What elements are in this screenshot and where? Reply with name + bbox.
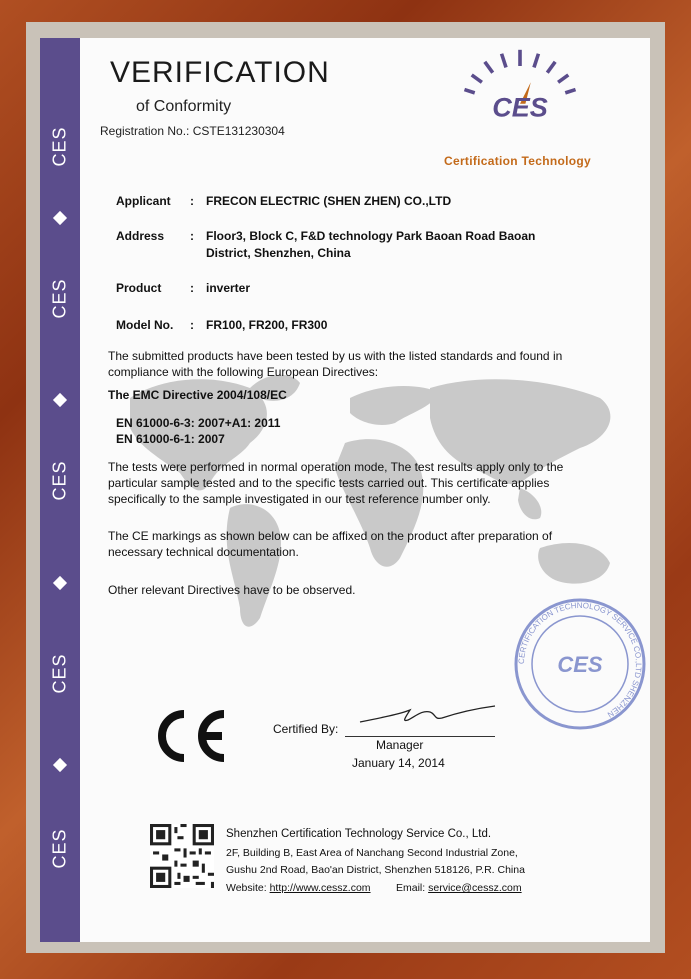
applicant-label: Applicant (116, 194, 171, 208)
tests-line-3: specifically to the sample investigated in our test reference number only. (108, 492, 491, 506)
certificate-paper (40, 38, 650, 942)
footer-company: Shenzhen Certification Technology Service Co., Ltd. (226, 828, 492, 840)
footer-email-row (396, 882, 522, 894)
certified-by-label: Certified By: (273, 722, 339, 736)
address-line-2: District, Shenzhen, China (206, 246, 351, 260)
tests-line-1: The tests were performed in normal operation mode, The test results apply only to the (108, 460, 564, 474)
page-title: VERIFICATION (110, 56, 330, 89)
ces-logo (440, 48, 600, 138)
footer-address-2: Gushu 2nd Road, Bao'an District, Shenzhen 518126, P.R. China (226, 864, 525, 876)
product-label: Product (116, 281, 162, 295)
diamond-icon (53, 758, 67, 772)
side-label: CES (49, 460, 70, 501)
signature-line (345, 736, 495, 737)
page-subtitle: of Conformity (136, 98, 232, 115)
side-label: CES (49, 278, 70, 319)
product-value: inverter (206, 281, 251, 295)
certification-date: January 14, 2014 (352, 756, 445, 770)
signature (350, 700, 500, 730)
model-value: FR100, FR200, FR300 (206, 318, 328, 332)
logo-tagline: Certification Technology (444, 154, 591, 168)
intro-line-1: The submitted products have been tested by us with the listed standards and found in (108, 349, 563, 363)
email-link[interactable]: service@cessz.com (428, 882, 522, 894)
diamond-icon (53, 393, 67, 407)
standard-1: EN 61000-6-3: 2007+A1: 2011 (116, 416, 281, 430)
side-label: CES (49, 126, 70, 167)
product-colon: : (190, 281, 194, 295)
email-label: Email: (396, 882, 426, 894)
side-band (40, 38, 80, 942)
ce-line-1: The CE markings as shown below can be affixed on the product after preparation of (108, 529, 553, 543)
applicant-value: FRECON ELECTRIC (SHEN ZHEN) CO.,LTD (206, 194, 452, 208)
tests-line-2: particular sample tested and to the specific tests carried out. This certificate applies (108, 476, 550, 490)
directive: The EMC Directive 2004/108/EC (108, 388, 287, 402)
footer-website-row (226, 882, 371, 894)
address-line-1: Floor3, Block C, F&D technology Park Baoan Road Baoan (206, 229, 536, 243)
ce-line-2: necessary technical documentation. (108, 545, 299, 559)
stamp-center: CES (557, 652, 603, 677)
footer-address-1: 2F, Building B, East Area of Nanchang Second Industrial Zone, (226, 847, 518, 859)
registration-number: Registration No.: CSTE131230304 (100, 124, 285, 138)
other-directives: Other relevant Directives have to be observed. (108, 583, 356, 597)
model-colon: : (190, 318, 194, 332)
standard-2: EN 61000-6-1: 2007 (116, 432, 225, 446)
diamond-icon (53, 576, 67, 590)
model-label: Model No. (116, 318, 174, 332)
side-label: CES (49, 828, 70, 869)
side-label: CES (49, 653, 70, 694)
ce-mark-icon (152, 706, 232, 766)
official-stamp (510, 594, 650, 734)
diamond-icon (53, 211, 67, 225)
intro-line-2: compliance with the following European Directives: (108, 365, 379, 379)
qr-code-icon (150, 824, 214, 888)
stamp-ring-text: CERTIFICATION TECHNOLOGY SERVICE CO.,LTD SHENZHEN (516, 600, 644, 720)
signer-role: Manager (376, 738, 424, 752)
logo-letters: CES (492, 92, 548, 123)
address-label: Address (116, 229, 165, 243)
address-colon: : (190, 229, 194, 243)
applicant-colon: : (190, 194, 194, 208)
website-label: Website: (226, 882, 267, 894)
website-link[interactable]: http://www.cessz.com (269, 882, 371, 894)
